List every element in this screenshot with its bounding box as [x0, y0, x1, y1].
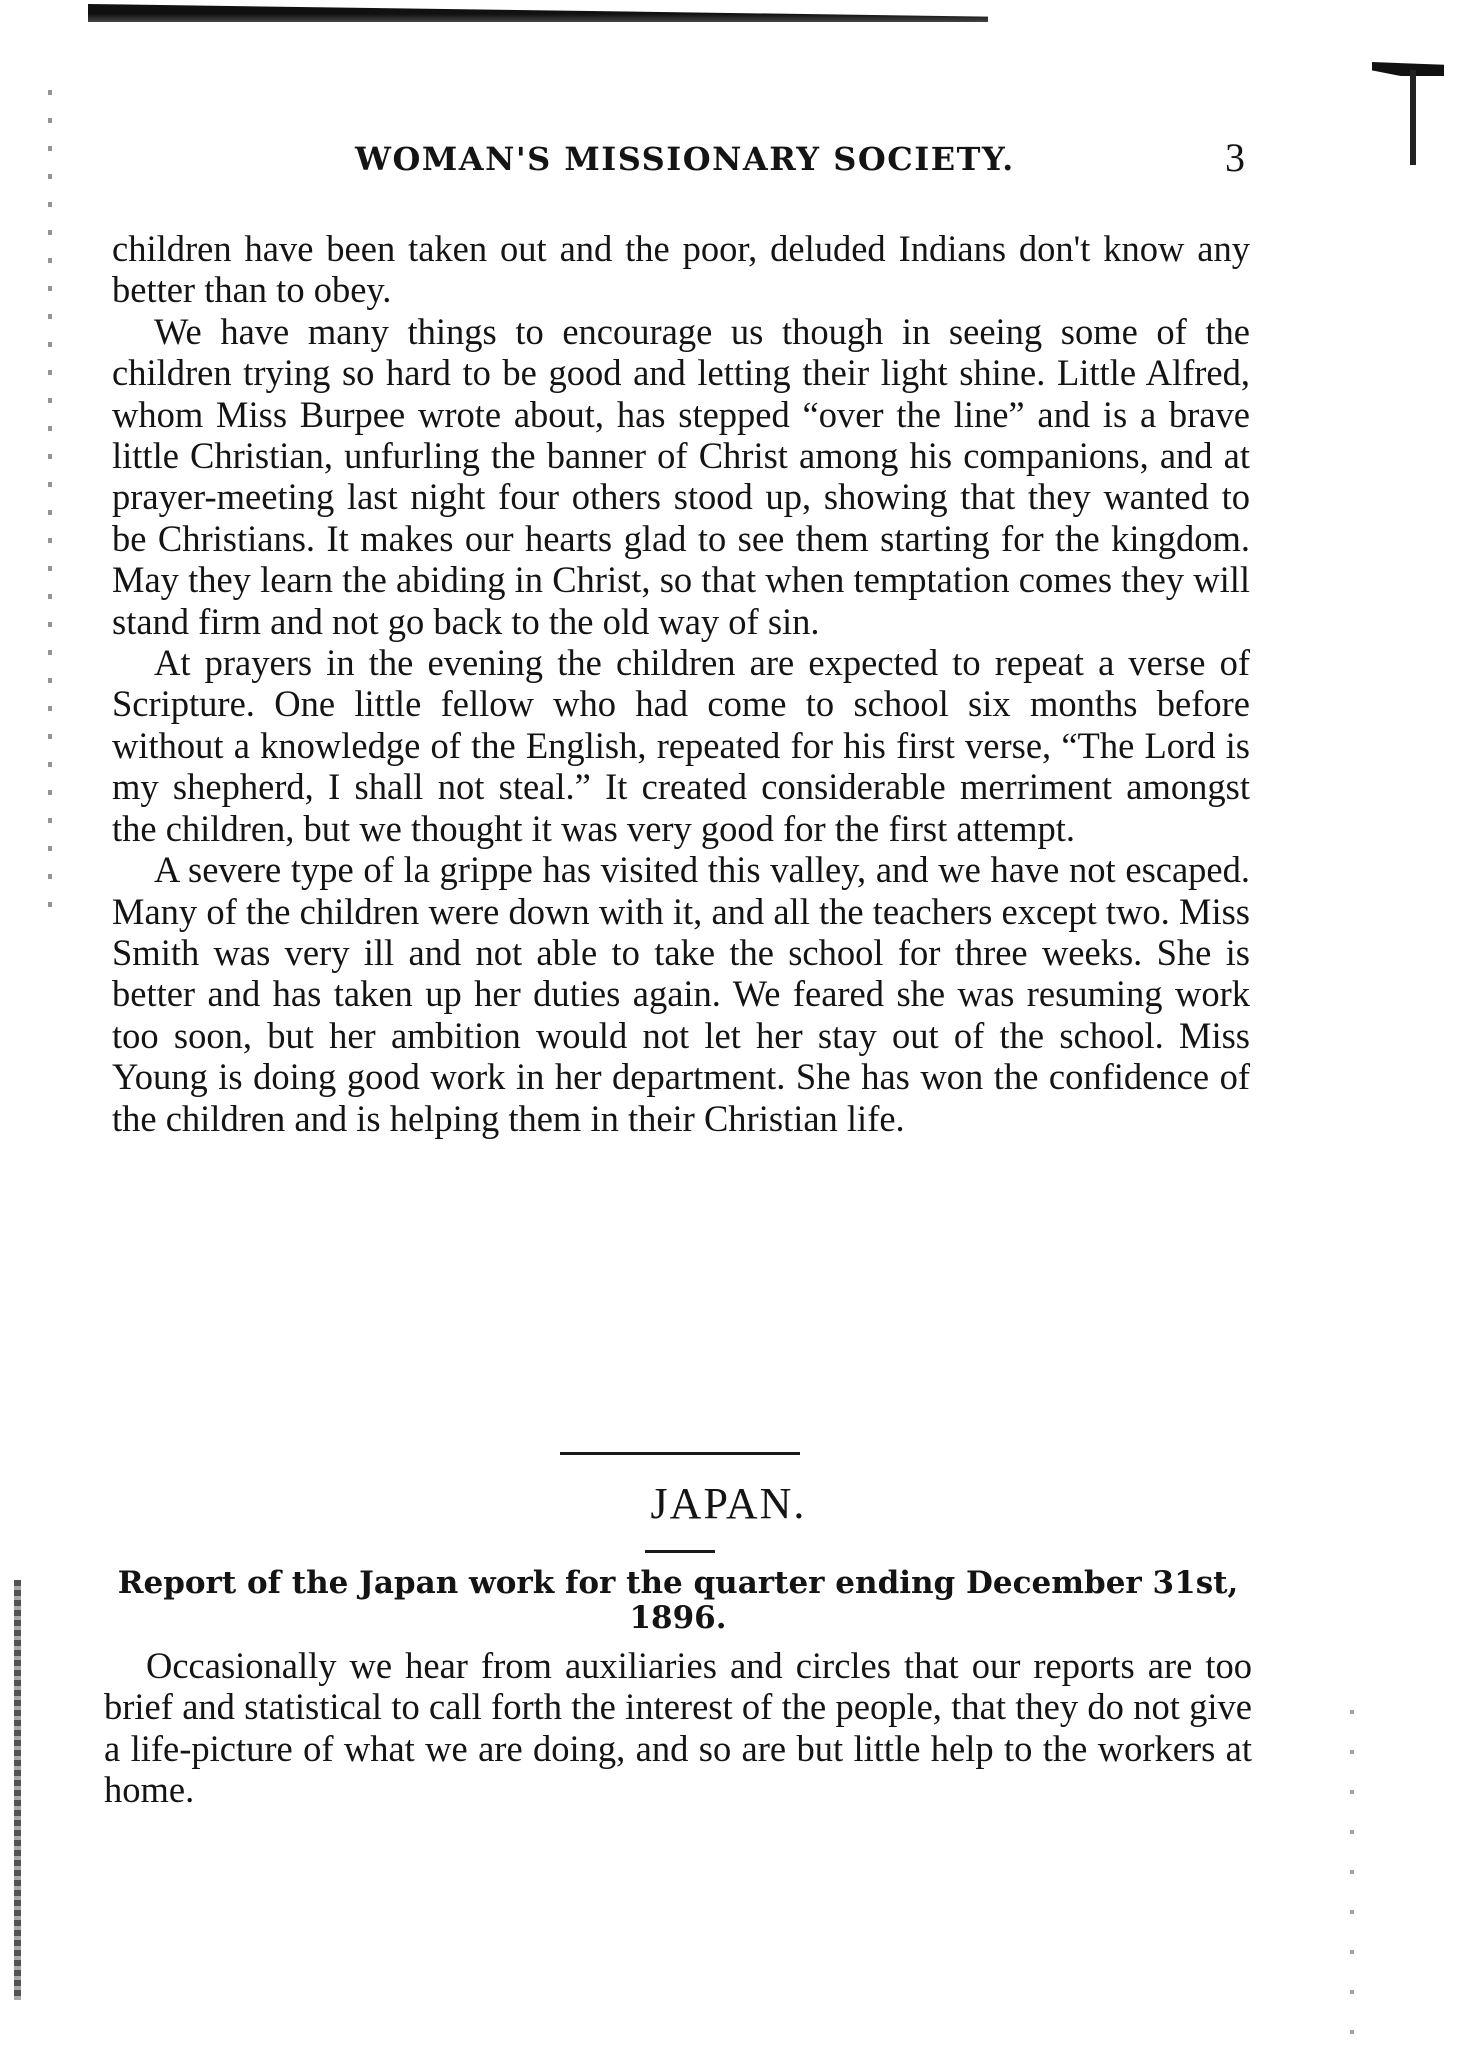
scan-corner-mark [1372, 62, 1444, 76]
scan-binding-dots [48, 90, 52, 910]
paragraph: children have been taken out and the poor, deluded Indians don't know any better than to obey. [112, 228, 1250, 311]
scan-binding-edge [14, 1580, 21, 2000]
report-subtitle: Report of the Japan work for the quarter ending December 31st, 1896. [117, 1565, 1239, 1636]
paragraph: We have many things to encourage us though in seeing some of the children trying so hard to be good and letting their light shine. Little Alfred, whom Miss Burpee wrote about, has stepped “over the line” and is a brave little Christian, unfurling the banner of Christ among his companions, and at prayer-meeting last night four others stood up, showing that they wanted to be Christians. It makes our hearts glad to see them starting for the kingdom. May they learn the abiding in Christ, so that when temptation comes they will stand firm and not go back to the old way of sin. [112, 310, 1250, 642]
heading-underline [645, 1550, 715, 1553]
japan-body-text [104, 1645, 1252, 1811]
section-heading: JAPAN. [650, 1479, 807, 1528]
paragraph: Occasionally we hear from auxiliaries and circles that our reports are too brief and statistical to call forth the interest of the people, that they do not give a life-picture of what we are doing, and so are but little help to the workers at home. [104, 1645, 1252, 1811]
section-divider [560, 1452, 800, 1455]
paragraph: A severe type of la grippe has visited this valley, and we have not escaped. Many of the children were down with it, and all the teachers except two. Miss Smith was very ill and not able to take the school for three weeks. She is better and has taken up her duties again. We feared she was resuming work too soon, but her ambition would not let her stay out of the school. Miss Young is doing good work in her department. She has won the confidence of the children and is helping them in their Christian life. [112, 849, 1250, 1139]
running-title: WOMAN'S MISSIONARY SOCIETY. [355, 140, 1015, 178]
page-number: 3 [1225, 135, 1245, 180]
scan-speckle [1350, 1710, 1354, 2050]
running-head [110, 135, 1260, 190]
body-text [112, 228, 1250, 1139]
scan-edge-shadow [88, 4, 988, 22]
scan-corner-stem [1410, 70, 1416, 165]
paragraph: At prayers in the evening the children are expected to repeat a verse of Scripture. One little fellow who had come to school six months before without a knowledge of the English, repeated for his first verse, “The Lord is my shepherd, I shall not steal.” It created considerable merriment amongst the children, but we thought it was very good for the first attempt. [112, 642, 1250, 849]
